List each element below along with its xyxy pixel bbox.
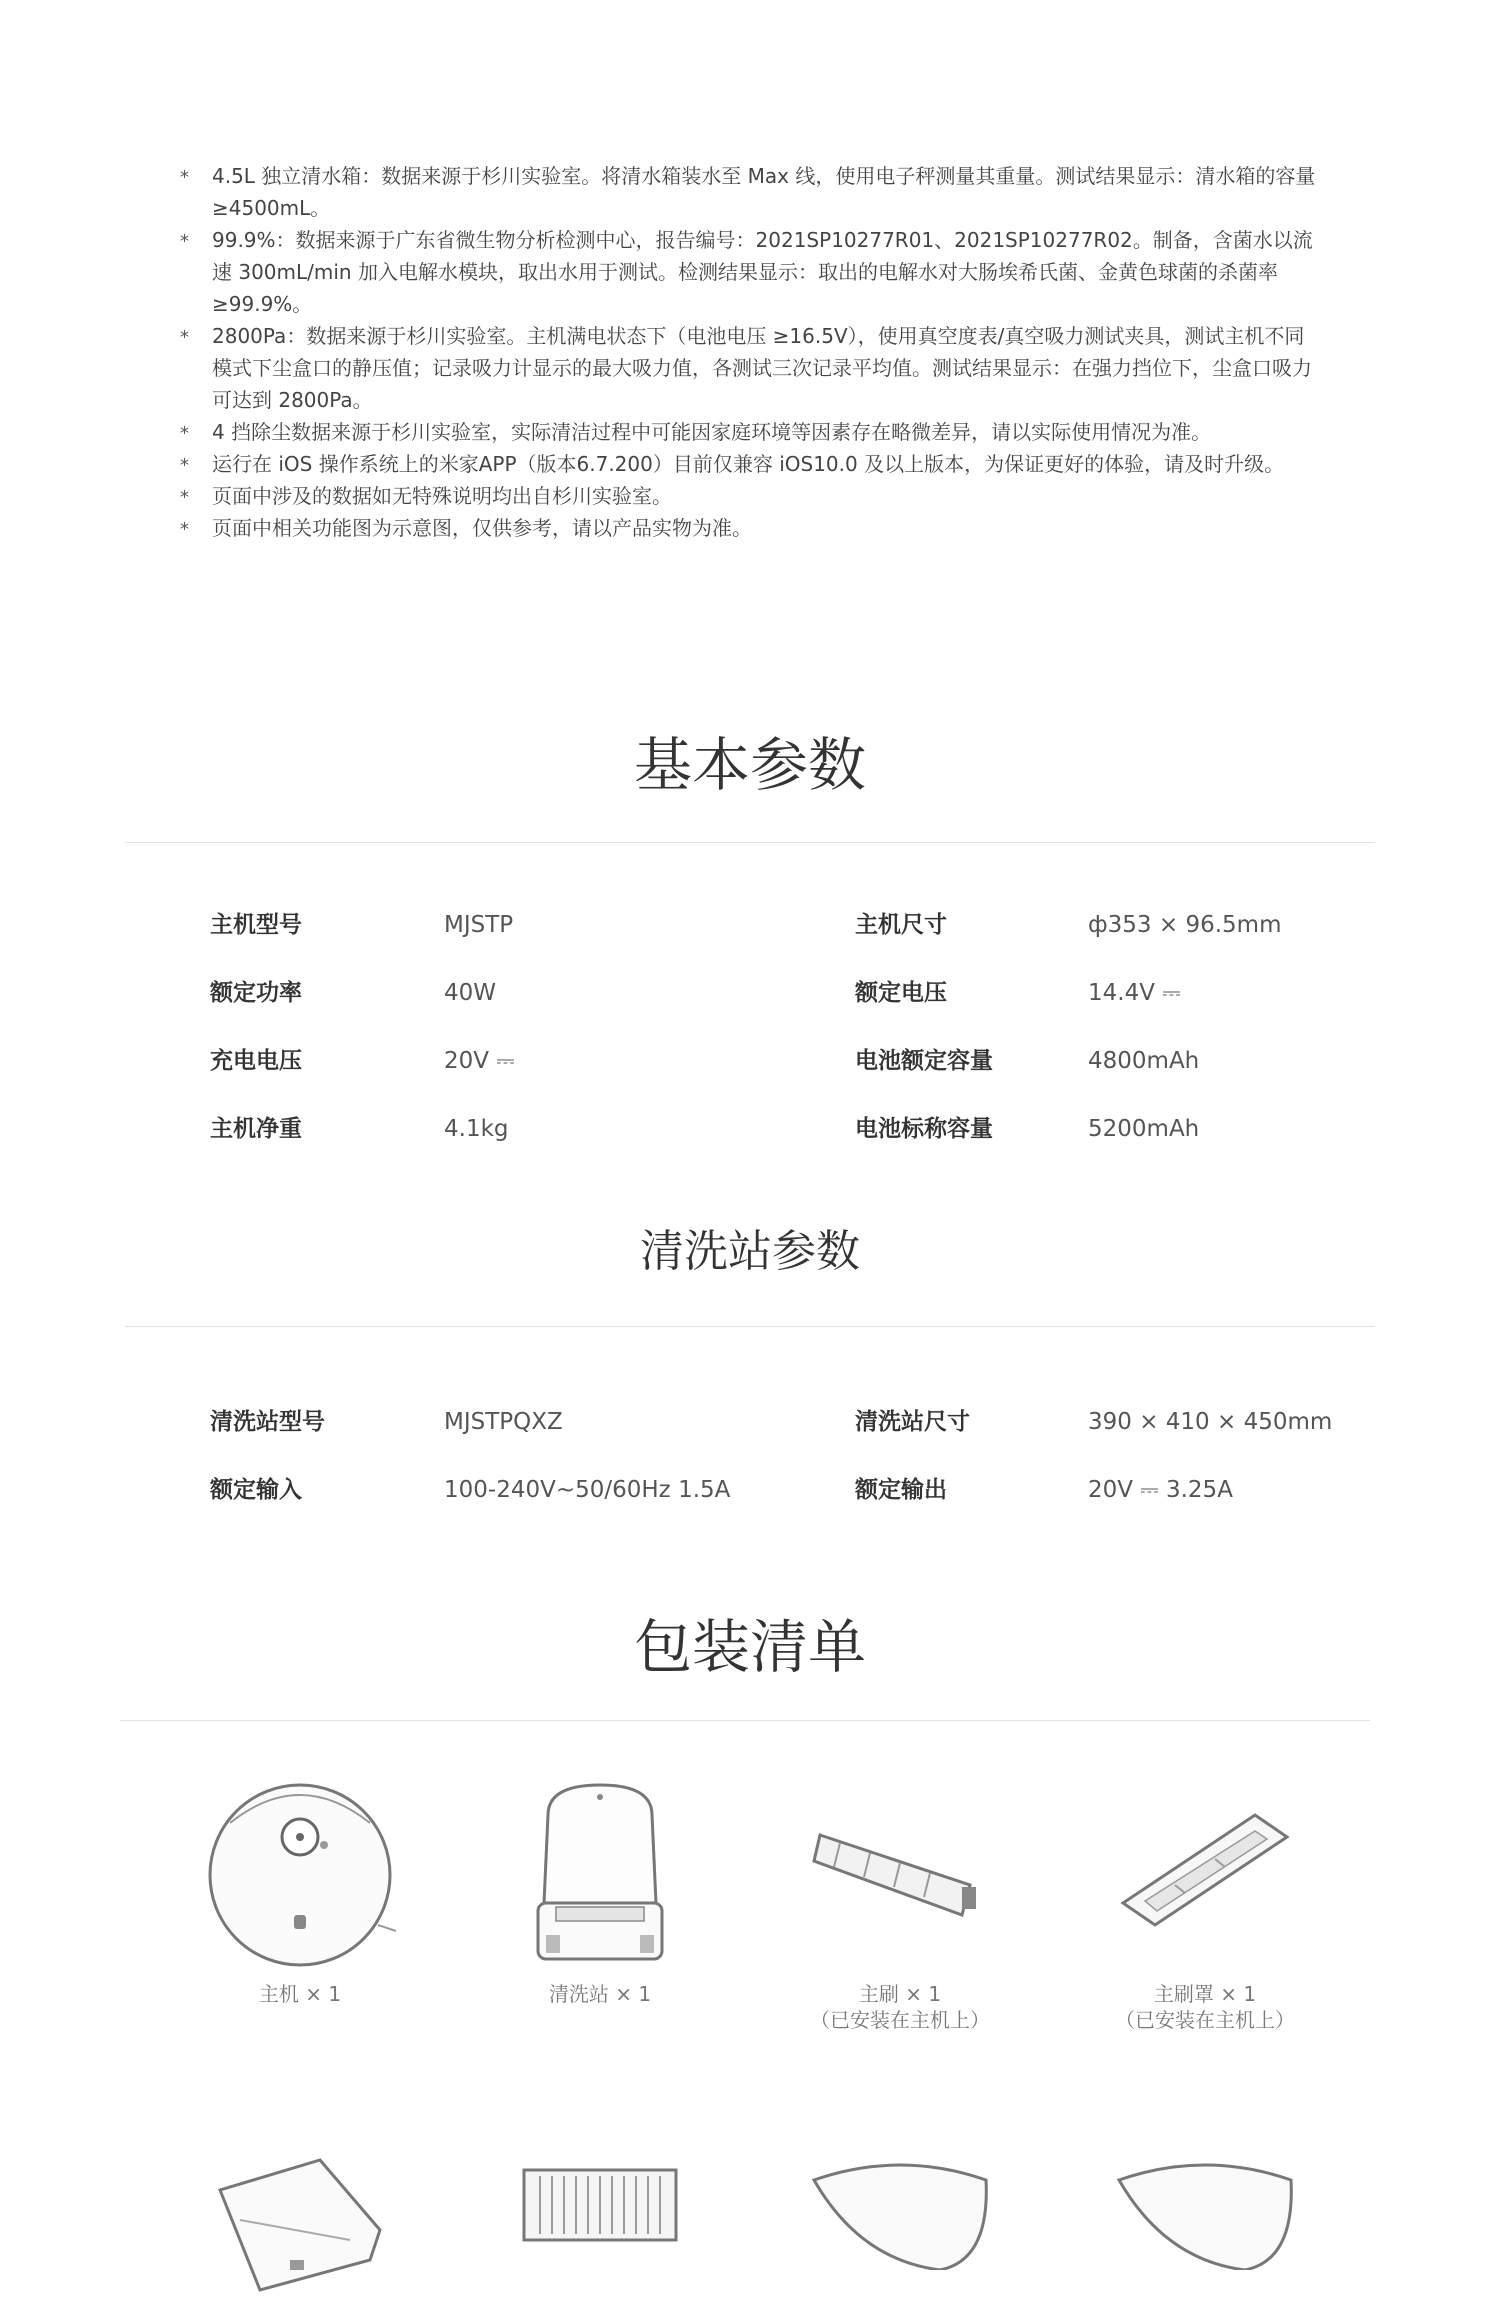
- asterisk-icon: *: [180, 327, 189, 348]
- spec-value: 14.4V ⎓: [1088, 980, 1181, 1006]
- basic-params-table: [210, 905, 1410, 1177]
- footnote: * 页面中涉及的数据如无特殊说明均出自杉川实验室。: [180, 480, 1320, 512]
- spec-label: 额定输出: [855, 1477, 947, 1503]
- divider: [125, 842, 1375, 843]
- spec-label: 电池标称容量: [855, 1116, 993, 1142]
- spec-value: ф353 × 96.5mm: [1088, 912, 1282, 938]
- asterisk-icon: *: [180, 455, 189, 476]
- footnote: * 4 挡除尘数据来源于杉川实验室，实际清洁过程中可能因家庭环境等因素存在略微差异，请以实际使用情况为准。: [180, 416, 1320, 448]
- spec-value: 40W: [444, 980, 497, 1006]
- mop-pad-icon: [800, 2150, 1000, 2270]
- dust-box-icon: [200, 2140, 400, 2320]
- asterisk-icon: *: [180, 519, 189, 540]
- footnotes: [180, 160, 1320, 544]
- package-list-title: 包装清单: [633, 1613, 866, 1681]
- divider: [120, 1720, 1370, 1721]
- spec-label: 额定电压: [855, 980, 947, 1006]
- spec-value: 20V ⎓ 3.25A: [1088, 1477, 1233, 1503]
- divider: [125, 1326, 1375, 1327]
- station-params-table: [210, 1402, 1410, 1538]
- package-item-mop-pad: [750, 2150, 1050, 2270]
- package-item-label: 主刷 × 1: [858, 1982, 942, 2006]
- spec-label: 主机净重: [210, 1116, 302, 1142]
- spec-label: 清洗站尺寸: [855, 1409, 970, 1435]
- package-item-label: 清洗站 × 1: [548, 1982, 652, 2006]
- spec-label: 主机尺寸: [855, 912, 947, 938]
- package-item-station: [450, 1775, 750, 2007]
- spec-label: 充电电压: [210, 1048, 302, 1074]
- asterisk-icon: *: [180, 231, 189, 252]
- package-item-label: 主机 × 1: [258, 1982, 342, 2006]
- brush-cover-icon: [1105, 1775, 1305, 1975]
- cleaning-station-icon: [500, 1775, 700, 1975]
- package-item-mop-pad: [1055, 2150, 1355, 2270]
- robot-vacuum-icon: [200, 1775, 400, 1975]
- package-item-brush-cover: [1055, 1775, 1355, 2033]
- package-item-label: 主刷罩 × 1: [1153, 1982, 1257, 2006]
- spec-row: [210, 1402, 1410, 1470]
- filter-icon: [500, 2150, 700, 2270]
- spec-label: 电池额定容量: [855, 1048, 993, 1074]
- asterisk-icon: *: [180, 167, 189, 188]
- spec-label: 额定功率: [210, 980, 302, 1006]
- basic-params-title: 基本参数: [633, 731, 866, 799]
- spec-label: 额定输入: [210, 1477, 302, 1503]
- spec-value: MJSTP: [444, 912, 514, 938]
- footnote: * 运行在 iOS 操作系统上的米家APP（版本6.7.200）目前仅兼容 iOS10.0 及以上版本，为保证更好的体验，请及时升级。: [180, 448, 1320, 480]
- spec-value: 100-240V~50/60Hz 1.5A: [444, 1477, 731, 1503]
- spec-label: 主机型号: [210, 912, 302, 938]
- footnote: * 4.5L 独立清水箱：数据来源于杉川实验室。将清水箱装水至 Max 线，使用电子秤测量其重量。测试结果显示：清水箱的容量 ≥4500mL。: [180, 164, 1316, 220]
- asterisk-icon: *: [180, 487, 189, 508]
- spec-value: 5200mAh: [1088, 1116, 1200, 1142]
- spec-value: MJSTPQXZ: [444, 1409, 563, 1435]
- footnote: * 99.9%：数据来源于广东省微生物分析检测中心，报告编号：2021SP10277R01、2021SP10277R02。制备，含菌水以流速 300mL/min 加入电解水模块，取出水用于测试。检测结果显示：取出的电解水对大肠埃希氏菌、金黄色球菌的杀菌率 ≥99.9%。: [180, 228, 1313, 316]
- package-item-robot: [150, 1775, 450, 2007]
- footnote: * 2800Pa：数据来源于杉川实验室。主机满电状态下（电池电压 ≥16.5V），使用真空度表/真空吸力测试夹具，测试主机不同模式下尘盒口的静压值；记录吸力计显示的最大吸力值，各测试三次记录平均值。测试结果显示：在强力挡位下，尘盒口吸力可达到 2800Pa。: [180, 324, 1312, 412]
- spec-label: 清洗站型号: [210, 1409, 325, 1435]
- spec-row: [210, 973, 1410, 1041]
- package-item-dust-box: [150, 2140, 450, 2320]
- main-brush-icon: [800, 1775, 1000, 1975]
- spec-value: 390 × 410 × 450mm: [1088, 1409, 1333, 1435]
- spec-row: [210, 1109, 1410, 1177]
- package-item-filter: [450, 2150, 750, 2270]
- asterisk-icon: *: [180, 423, 189, 444]
- package-item-note: （已安装在主机上）: [1115, 2008, 1295, 2032]
- mop-pad-icon: [1105, 2150, 1305, 2270]
- spec-value: 4.1kg: [444, 1116, 509, 1142]
- package-item-main-brush: [750, 1775, 1050, 2033]
- spec-value: 4800mAh: [1088, 1048, 1200, 1074]
- spec-row: [210, 1470, 1410, 1538]
- spec-row: [210, 1041, 1410, 1109]
- station-params-title: 清洗站参数: [640, 1226, 860, 1277]
- spec-row: [210, 905, 1410, 973]
- package-item-note: （已安装在主机上）: [810, 2008, 990, 2032]
- spec-value: 20V ⎓: [444, 1048, 515, 1074]
- footnote: * 页面中相关功能图为示意图，仅供参考，请以产品实物为准。: [180, 512, 1320, 544]
